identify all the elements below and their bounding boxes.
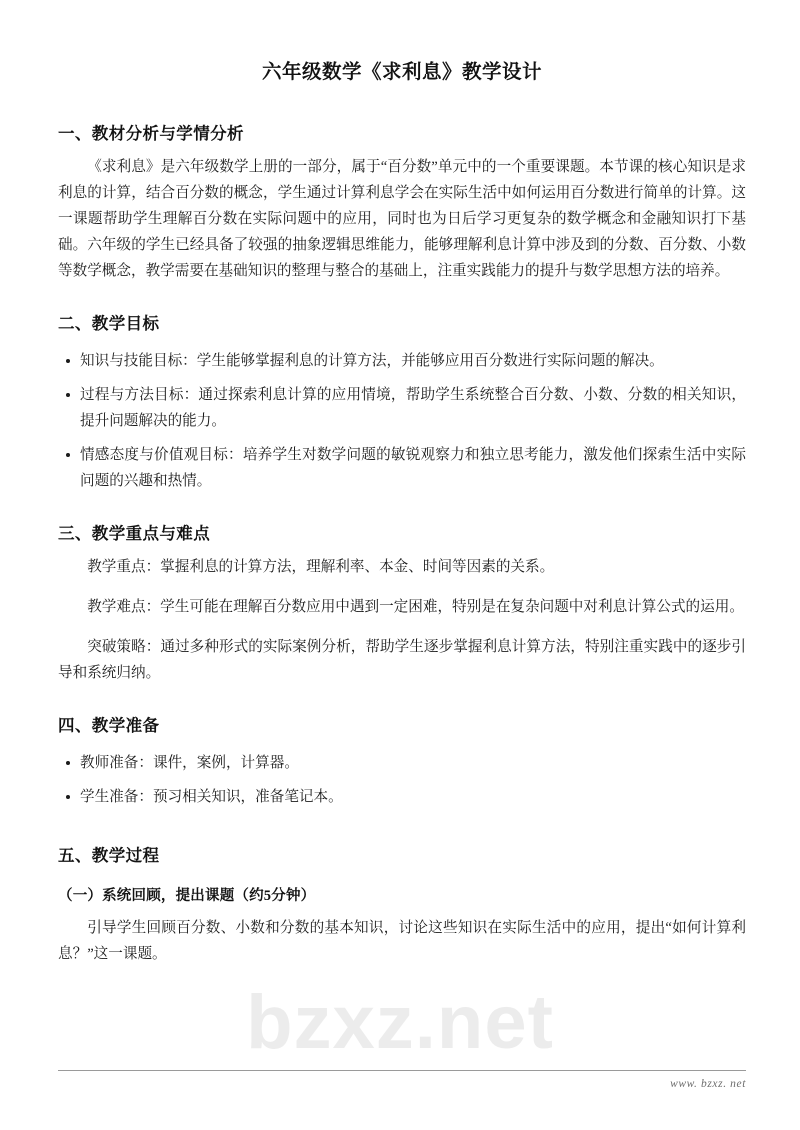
section-heading-5: 五、教学过程 (58, 846, 160, 865)
list-item (58, 348, 746, 374)
document-body (58, 0, 746, 967)
section-heading-3: 三、教学重点与难点 (58, 524, 211, 543)
list-item-label: 教师准备：课件，案例，计算器。 (80, 755, 299, 771)
teaching-difficulty-paragraph: 教学难点：学生可能在理解百分数应用中遇到一定困难，特别是在复杂问题中对利息计算公式的运用。 (87, 599, 744, 615)
section-heading-1: 一、教材分析与学情分析 (58, 124, 244, 143)
teaching-objectives-list (58, 348, 746, 494)
subsection-heading-5-1: （一）系统回顾，提出课题（约5分钟） (58, 888, 316, 904)
list-item (58, 382, 746, 434)
list-item (58, 784, 746, 810)
bullet-dot-icon (66, 795, 70, 799)
bullet-dot-icon (66, 359, 70, 363)
teaching-preparation-list (58, 750, 746, 810)
bullet-dot-icon (66, 761, 70, 765)
section-heading-2: 二、教学目标 (58, 314, 160, 333)
list-item (58, 750, 746, 776)
list-item-label: 学生准备：预习相关知识，准备笔记本。 (80, 789, 343, 805)
section-heading-4: 四、教学准备 (58, 716, 160, 735)
list-item-label: 过程与方法目标：通过探索利息计算的应用情境，帮助学生系统整合百分数、小数、分数的相关知识，提升问题解决的能力。 (80, 387, 746, 429)
footer-site-url: www. bzxz. net (670, 1078, 746, 1090)
list-item-label: 知识与技能目标：学生能够掌握利息的计算方法，并能够应用百分数进行实际问题的解决。 (80, 353, 664, 369)
footer-divider (58, 1070, 746, 1071)
list-item (58, 442, 746, 494)
section-1-paragraph: 《求利息》是六年级数学上册的一部分，属于“百分数”单元中的一个重要课题。本节课的核心知识是求利息的计算，结合百分数的概念，学生通过计算利息学会在实际生活中如何运用百分数进行简单的计算。这一课题帮助学生理解百分数在实际问题中的应用，同时也为日后学习更复杂的数学概念和金融知识打下基础。六年级的学生已经具备了较强的抽象逻辑思维能力，能够理解利息计算中涉及到的分数、百分数、小数等数学概念，教学需要在基础知识的整理与整合的基础上，注重实践能力的提升与数学思想方法的培养。 (58, 159, 746, 279)
bullet-dot-icon (66, 453, 70, 457)
list-item-label: 情感态度与价值观目标：培养学生对数学问题的敏锐观察力和独立思考能力，激发他们探索生活中实际问题的兴趣和热情。 (80, 447, 746, 489)
page-title: 六年级数学《求利息》教学设计 (261, 62, 542, 83)
site-watermark: bzxz.net (246, 980, 554, 1065)
bullet-dot-icon (66, 393, 70, 397)
page-footer (58, 1070, 746, 1090)
breakthrough-strategy-paragraph: 突破策略：通过多种形式的实际案例分析，帮助学生逐步掌握利息计算方法，特别注重实践中的逐步引导和系统归纳。 (58, 639, 746, 681)
subsection-5-1-paragraph: 引导学生回顾百分数、小数和分数的基本知识，讨论这些知识在实际生活中的应用，提出“如何计算利息？”这一课题。 (58, 920, 746, 962)
teaching-focus-paragraph: 教学重点：掌握利息的计算方法，理解利率、本金、时间等因素的关系。 (87, 559, 555, 575)
